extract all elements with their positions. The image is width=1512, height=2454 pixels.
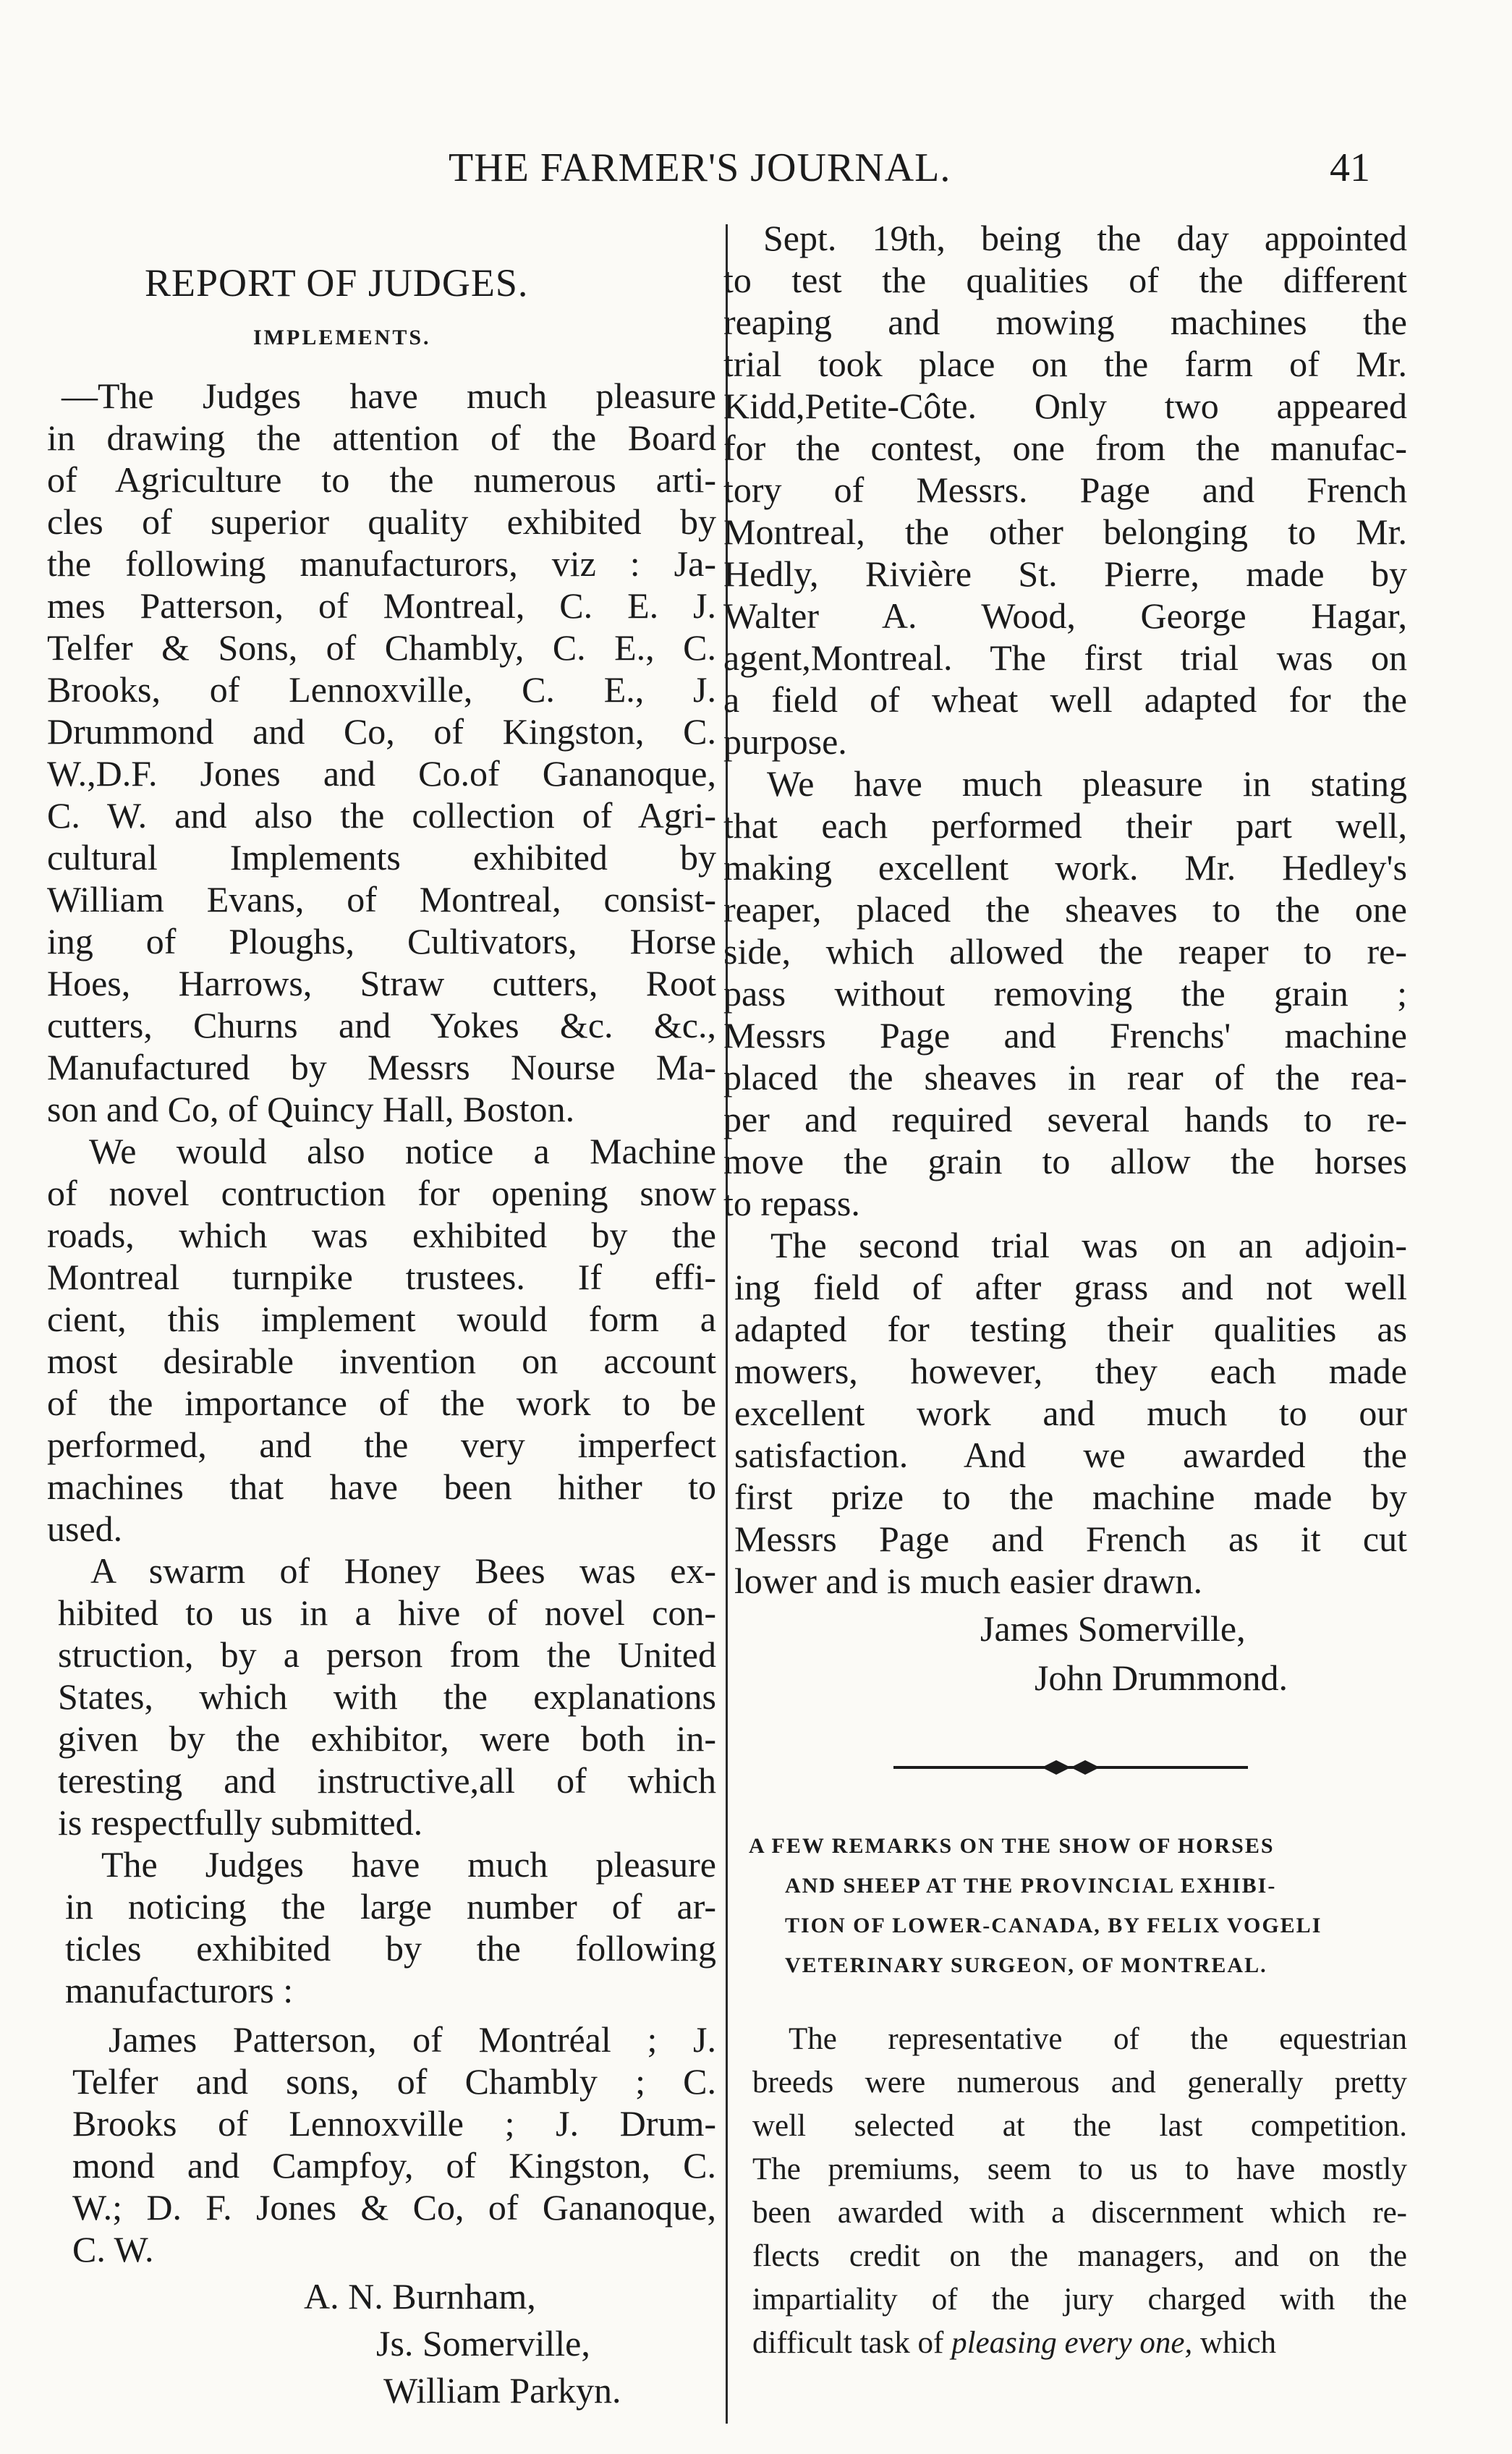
article-line: The premiums, seem to us to have mostly (752, 2152, 1407, 2186)
text-line: mond and Campfoy, of Kingston, C. (72, 2145, 716, 2186)
text-line: satisfaction. And we awarded the (734, 1435, 1407, 1475)
text-line: in noticing the large number of ar- (65, 1886, 716, 1927)
text-line: Brooks of Lennoxville ; J. Drum- (72, 2103, 716, 2144)
text-line: ing of Ploughs, Cultivators, Horse (47, 921, 716, 961)
text-line: for the contest, one from the manufac- (723, 428, 1407, 468)
text-line: Messrs Page and Frenchs' machine (723, 1015, 1407, 1056)
signature-parkyn: William Parkyn. (383, 2370, 621, 2411)
text-line: given by the exhibitor, were both in- (58, 1718, 716, 1759)
text-line: We have much pleasure in stating (767, 763, 1407, 804)
text-line: lower and is much easier drawn. (734, 1561, 1202, 1601)
text-line: the following manufacturors, viz : Ja- (47, 543, 716, 584)
text-line: ing field of after grass and not well (734, 1267, 1407, 1307)
text-line: making excellent work. Mr. Hedley's (723, 847, 1407, 888)
text-line: a field of wheat well adapted for the (723, 679, 1407, 720)
article-line: well selected at the last competition. (752, 2109, 1407, 2143)
text-line: to repass. (723, 1183, 860, 1223)
heading-line: VETERINARY SURGEON, OF MONTREAL. (785, 1953, 1267, 1977)
text-line: manufacturors : (65, 1970, 294, 2011)
text-line: struction, by a person from the United (58, 1634, 716, 1675)
text-line: C. W. and also the collection of Agri- (47, 795, 716, 836)
text-line: agent,Montreal. The first trial was on (723, 637, 1407, 678)
text-line: used. (47, 1508, 123, 1549)
text-line: is respectfully submitted. (58, 1802, 423, 1843)
text-line: James Patterson, of Montréal ; J. (109, 2019, 716, 2060)
text-line: Hoes, Harrows, Straw cutters, Root (47, 963, 716, 1003)
text-line: mowers, however, they each made (734, 1351, 1407, 1391)
text-line: cient, this implement would form a (47, 1299, 716, 1339)
text-line: William Evans, of Montreal, consist- (47, 879, 716, 920)
article-line: impartiality of the jury charged with the (752, 2283, 1407, 2317)
article-text: which (1192, 2326, 1277, 2360)
text-line: Montreal, the other belonging to Mr. (723, 511, 1407, 552)
text-line: Montreal turnpike trustees. If effi- (47, 1257, 716, 1297)
text-line: We would also notice a Machine (89, 1131, 716, 1171)
text-line: Manufactured by Messrs Nourse Ma- (47, 1047, 716, 1087)
text-line: Kidd,Petite-Côte. Only two appeared (723, 386, 1407, 426)
article-italic-text: pleasing every one, (951, 2326, 1193, 2360)
text-line: mes Patterson, of Montreal, C. E. J. (47, 585, 716, 626)
text-line: per and required several hands to re- (723, 1099, 1407, 1139)
text-line: of novel contruction for opening snow (47, 1173, 716, 1213)
text-line: placed the sheaves in rear of the rea- (723, 1057, 1407, 1097)
text-line: that each performed their part well, (723, 805, 1407, 846)
text-line: W.,D.F. Jones and Co.of Gananoque, (47, 753, 716, 794)
text-line: son and Co, of Quincy Hall, Boston. (47, 1089, 575, 1129)
signature-somerville: Js. Somerville, (376, 2323, 590, 2364)
page-number: 41 (1330, 145, 1370, 190)
text-line: Hedly, Rivière St. Pierre, made by (723, 553, 1407, 594)
text-line: to test the qualities of the different (723, 260, 1407, 300)
text-line: excellent work and much to our (734, 1393, 1407, 1433)
heading-line: A FEW REMARKS ON THE SHOW OF HORSES (749, 1834, 1275, 1858)
text-line: adapted for testing their qualities as (734, 1309, 1407, 1349)
text-line: most desirable invention on account (47, 1341, 716, 1381)
text-line: Sept. 19th, being the day appointed (763, 218, 1407, 258)
text-line: States, which with the explanations (58, 1676, 716, 1717)
text-line: machines that have been hither to (47, 1466, 716, 1507)
text-line: hibited to us in a hive of novel con- (58, 1592, 716, 1633)
signature-john-drummond: John Drummond. (1035, 1657, 1288, 1698)
text-line: Messrs Page and French as it cut (734, 1519, 1407, 1559)
text-line: side, which allowed the reaper to re- (723, 931, 1407, 972)
report-heading: REPORT OF JUDGES. (145, 261, 529, 305)
text-line: move the grain to allow the horses (723, 1141, 1407, 1181)
text-line: pass without removing the grain ; (723, 973, 1407, 1014)
article-line: The representative of the equestrian (789, 2022, 1407, 2056)
text-line: The Judges have much pleasure (101, 1844, 716, 1885)
text-line: teresting and instructive,all of which (58, 1760, 716, 1801)
text-line: Brooks, of Lennoxville, C. E., J. (47, 669, 716, 710)
implements-subheading: IMPLEMENTS. (253, 326, 431, 349)
text-line: trial took place on the farm of Mr. (723, 344, 1407, 384)
text-line: C. W. (72, 2229, 154, 2270)
article-last-line (752, 2322, 1276, 2364)
text-line: of Agriculture to the numerous arti- (47, 459, 716, 500)
ornamental-rule (893, 1757, 1248, 1778)
text-line: reaper, placed the sheaves to the one (723, 889, 1407, 930)
signature-burnham: A. N. Burnham, (304, 2276, 536, 2317)
article-line: flects credit on the managers, and on the (752, 2239, 1407, 2273)
text-line: roads, which was exhibited by the (47, 1215, 716, 1255)
text-line: purpose. (723, 721, 847, 762)
text-line: Telfer & Sons, of Chambly, C. E., C. (47, 627, 716, 668)
text-line: ticles exhibited by the following (65, 1928, 716, 1969)
article-line: been awarded with a discernment which re- (752, 2196, 1407, 2230)
text-line: of the importance of the work to be (47, 1383, 716, 1423)
text-line: Drummond and Co, of Kingston, C. (47, 711, 716, 752)
text-line: cultural Implements exhibited by (47, 837, 716, 878)
text-line: performed, and the very imperfect (47, 1425, 716, 1465)
article-text: difficult task of (752, 2326, 952, 2360)
text-line: cutters, Churns and Yokes &c. &c., (47, 1005, 716, 1045)
text-line: Walter A. Wood, George Hagar, (723, 595, 1407, 636)
text-line: cles of superior quality exhibited by (47, 501, 716, 542)
article-line: breeds were numerous and generally pretty (752, 2065, 1407, 2100)
text-line: in drawing the attention of the Board (47, 417, 716, 458)
running-head (0, 145, 1512, 195)
text-line: first prize to the machine made by (734, 1477, 1407, 1517)
text-line: tory of Messrs. Page and French (723, 470, 1407, 510)
text-line: Telfer and sons, of Chambly ; C. (72, 2061, 716, 2102)
text-line: reaping and mowing machines the (723, 302, 1407, 342)
text-line: —The Judges have much pleasure (61, 375, 716, 416)
heading-line: AND SHEEP AT THE PROVINCIAL EXHIBI- (785, 1874, 1277, 1898)
heading-line: TION OF LOWER-CANADA, BY FELIX VOGELI (785, 1914, 1322, 1937)
text-line: A swarm of Honey Bees was ex- (90, 1550, 716, 1591)
text-line: The second trial was on an adjoin- (770, 1225, 1407, 1265)
text-line: W.; D. F. Jones & Co, of Gananoque, (72, 2187, 716, 2228)
journal-title: THE FARMER'S JOURNAL. (449, 145, 951, 190)
signature-james-somerville: James Somerville, (980, 1608, 1246, 1649)
